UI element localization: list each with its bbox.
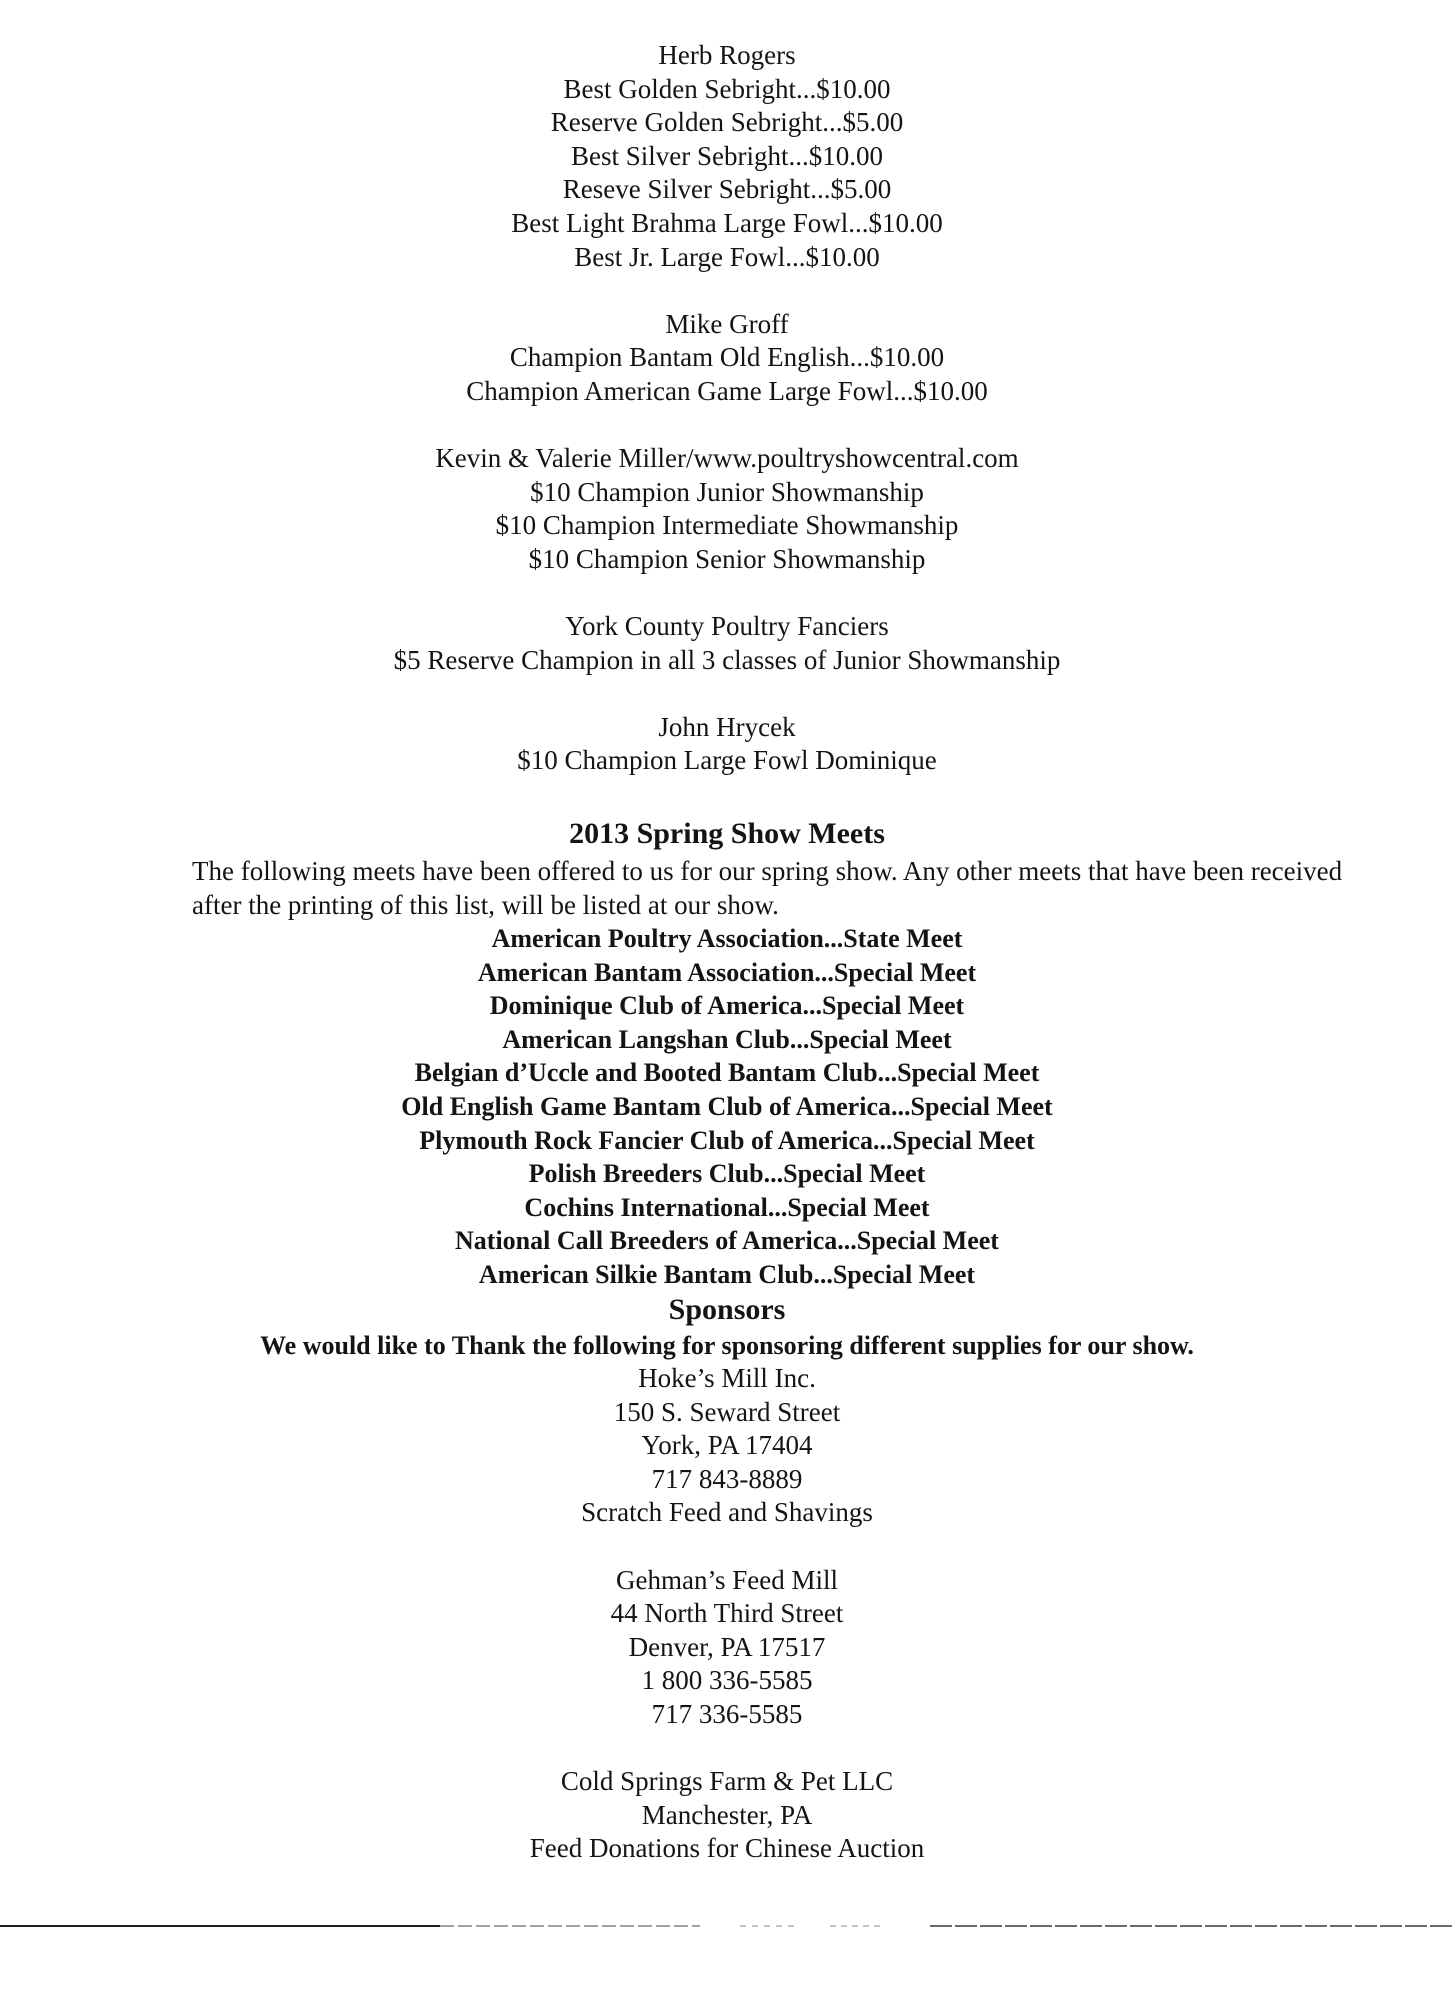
- sponsor-line: Hoke’s Mill Inc.: [638, 1363, 816, 1393]
- meet-item: Plymouth Rock Fancier Club of America...Special Meet: [419, 1125, 1035, 1155]
- award-sponsor-name: Kevin & Valerie Miller/www.poultryshowcentral.com: [435, 443, 1019, 474]
- meet-item: Cochins International...Special Meet: [524, 1192, 930, 1222]
- sponsor-line: 150 S. Seward Street: [613, 1396, 841, 1427]
- award-item: Best Jr. Large Fowl...$10.00: [574, 241, 880, 272]
- award-item: Best Light Brahma Large Fowl...$10.00: [511, 207, 943, 238]
- meet-item: Old English Game Bantam Club of America...Special Meet: [401, 1091, 1053, 1121]
- sponsor-block-gehmans: [0, 1564, 1454, 1732]
- spring-meets-heading: 2013 Spring Show Meets: [569, 817, 885, 850]
- sponsor-line: 717 843-8889: [651, 1463, 803, 1494]
- sponsor-line: Manchester, PA: [641, 1799, 813, 1830]
- sponsors-heading-wrap: [0, 1291, 1454, 1363]
- meet-item: American Silkie Bantam Club...Special Meet: [478, 1259, 976, 1289]
- award-block-mike-groff: [0, 308, 1454, 409]
- award-block-herb-rogers: [0, 39, 1454, 274]
- sponsor-line: York, PA 17404: [641, 1430, 813, 1461]
- award-sponsor-name: John Hrycek: [658, 711, 796, 742]
- award-item: $10 Champion Large Fowl Dominique: [517, 745, 937, 776]
- sponsor-line: Gehman’s Feed Mill: [616, 1564, 838, 1595]
- meet-item: National Call Breeders of America...Special Meet: [455, 1226, 999, 1256]
- award-item: Champion American Game Large Fowl...$10.00: [466, 375, 988, 406]
- meet-item: Polish Breeders Club...Special Meet: [528, 1159, 926, 1189]
- sponsor-line: 44 North Third Street: [610, 1598, 844, 1629]
- meet-item: American Poultry Association...State Meet: [491, 924, 963, 953]
- award-block-miller: [0, 442, 1454, 576]
- spring-meets-heading-wrap: [0, 815, 1454, 853]
- sponsors-thanks: We would like to Thank the following for sponsoring different supplies for our show.: [260, 1331, 1194, 1360]
- sponsor-line: Feed Donations for Chinese Auction: [529, 1833, 925, 1864]
- award-block-york-county: [0, 610, 1454, 677]
- award-item: Reserve Golden Sebright...$5.00: [550, 107, 904, 138]
- meet-item: American Langshan Club...Special Meet: [502, 1024, 952, 1054]
- award-item: $5 Reserve Champion in all 3 classes of Junior Showmanship: [393, 644, 1061, 675]
- award-item: Reseve Silver Sebright...$5.00: [562, 174, 892, 205]
- award-sponsor-name: Mike Groff: [665, 308, 789, 339]
- spring-meets-list: [0, 922, 1454, 1292]
- sponsor-awards-section: [0, 39, 1454, 778]
- sponsor-line: 1 800 336-5585: [641, 1665, 813, 1696]
- sponsor-line: 717 336-5585: [651, 1698, 803, 1729]
- sponsor-block-hokes-mill: [0, 1362, 1454, 1530]
- sponsors-heading: Sponsors: [668, 1293, 786, 1326]
- award-item: $10 Champion Intermediate Showmanship: [495, 510, 959, 541]
- sponsor-block-cold-springs: [0, 1765, 1454, 1866]
- award-item: Champion Bantam Old English...$10.00: [509, 342, 945, 373]
- meet-item: American Bantam Association...Special Meet: [477, 957, 977, 987]
- spring-meets-intro: The following meets have been offered to us for our spring show. Any other meets that have been received after the printing of this list, will be listed at our show.: [192, 856, 1343, 920]
- sponsor-line: Denver, PA 17517: [628, 1631, 826, 1662]
- award-item: $10 Champion Junior Showmanship: [530, 476, 924, 507]
- award-item: Best Golden Sebright...$10.00: [563, 73, 891, 104]
- sponsors-list: [0, 1362, 1454, 1866]
- award-item: Best Silver Sebright...$10.00: [571, 140, 883, 171]
- meet-item: Dominique Club of America...Special Meet: [489, 991, 965, 1021]
- award-sponsor-name: Herb Rogers: [658, 40, 796, 70]
- sponsor-line: Cold Springs Farm & Pet LLC: [560, 1766, 894, 1797]
- footer-rule: [0, 1922, 1454, 1932]
- meet-item: Belgian d’Uccle and Booted Bantam Club...Special Meet: [414, 1058, 1040, 1088]
- sponsor-line: Scratch Feed and Shavings: [581, 1497, 873, 1528]
- award-sponsor-name: York County Poultry Fanciers: [565, 611, 889, 642]
- award-item: $10 Champion Senior Showmanship: [528, 543, 926, 574]
- award-block-john-hrycek: [0, 711, 1454, 778]
